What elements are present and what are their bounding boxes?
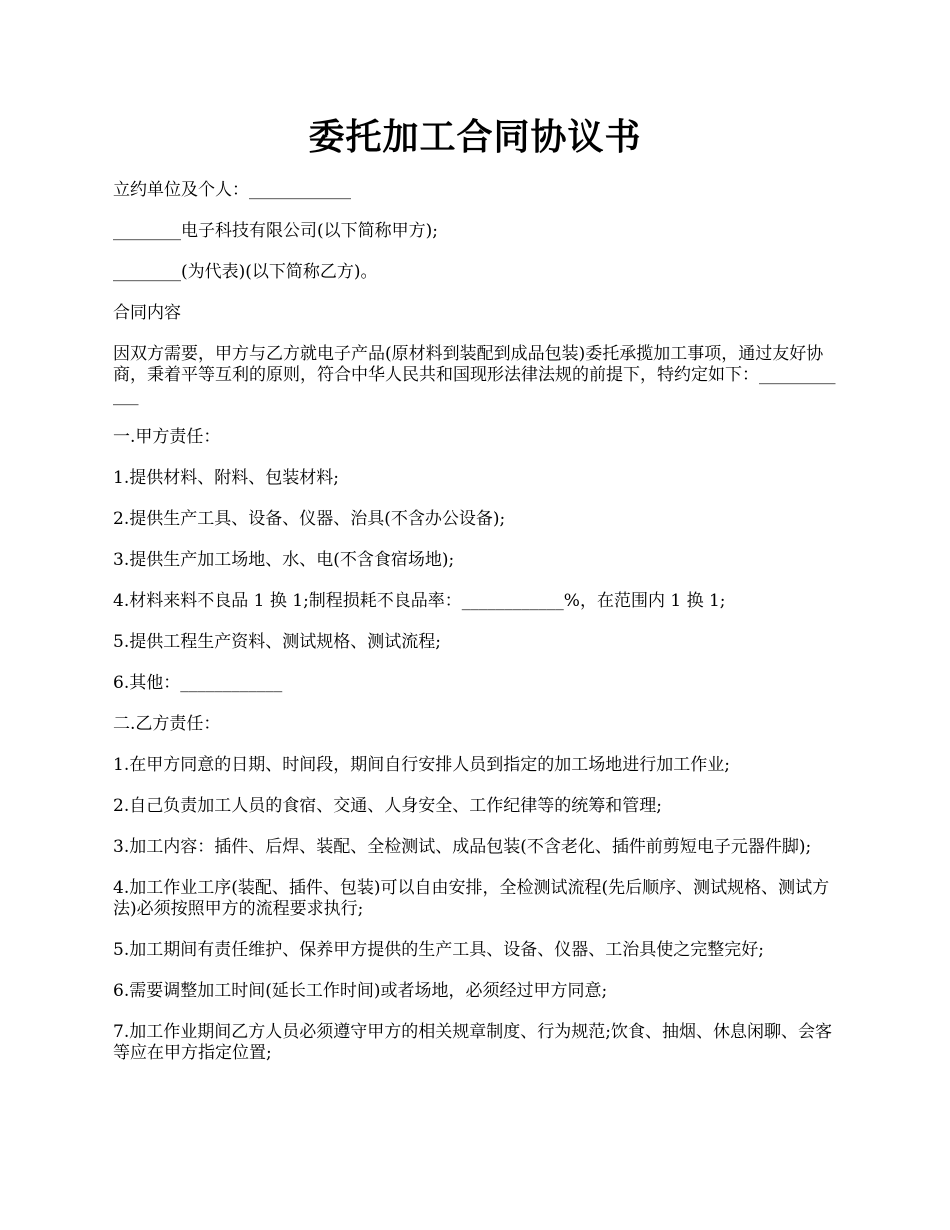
section-heading-contract-content: 合同内容 [113, 303, 181, 323]
party-a-item: 2.提供生产工具、设备、仪器、治具(不含办公设备); [113, 509, 506, 529]
party-b-item: 7.加工作业期间乙方人员必须遵守甲方的相关规章制度、行为规范;饮食、抽烟、休息闲聊、会客等应在甲方指定位置; [113, 1022, 832, 1063]
party-a-item: 5.提供工程生产资料、测试规格、测试流程; [113, 632, 441, 652]
party-b-item: 6.需要调整加工时间(延长工作时间)或者场地，必须经过甲方同意; [113, 981, 608, 1001]
contract-parties-line: 立约单位及个人：____________ [113, 180, 351, 200]
party-a-item: 4.材料来料不良品 1 换 1;制程损耗不良品率：____________%，在范围内 1 换 1; [113, 591, 726, 611]
party-b-item: 3.加工内容：插件、后焊、装配、全检测试、成品包装(不含老化、插件前剪短电子元器件脚); [113, 837, 812, 857]
document-body [113, 180, 840, 1084]
party-b-item: 4.加工作业工序(装配、插件、包装)可以自由安排，全检测试流程(先后顺序、测试规格、测试方法)必须按照甲方的流程要求执行; [113, 878, 830, 919]
party-b-item: 2.自己负责加工人员的食宿、交通、人身安全、工作纪律等的统筹和管理; [113, 796, 662, 816]
party-a-item: 3.提供生产加工场地、水、电(不含食宿场地); [113, 550, 455, 570]
document-title: 委托加工合同协议书 [308, 116, 642, 158]
party-b-item: 1.在甲方同意的日期、时间段，期间自行安排人员到指定的加工场地进行加工作业; [113, 755, 730, 775]
section-heading-party-b: 二.乙方责任： [113, 714, 221, 734]
party-b-item: 5.加工期间有责任维护、保养甲方提供的生产工具、设备、仪器、工治具使之完整完好; [113, 940, 764, 960]
preamble-paragraph: 因双方需要，甲方与乙方就电子产品(原材料到装配到成品包装)委托承揽加工事项，通过友好协商，秉着平等互利的原则，符合中华人民共和国现形法律法规的前提下，特约定如下：____________ [113, 344, 836, 406]
party-b-line: ________(为代表)(以下简称乙方)。 [113, 262, 378, 282]
party-a-line: ________电子科技有限公司(以下简称甲方); [113, 221, 438, 241]
party-a-item: 6.其他：____________ [113, 673, 283, 693]
section-heading-party-a: 一.甲方责任： [113, 427, 221, 447]
party-a-item: 1.提供材料、附料、包装材料; [113, 468, 339, 488]
